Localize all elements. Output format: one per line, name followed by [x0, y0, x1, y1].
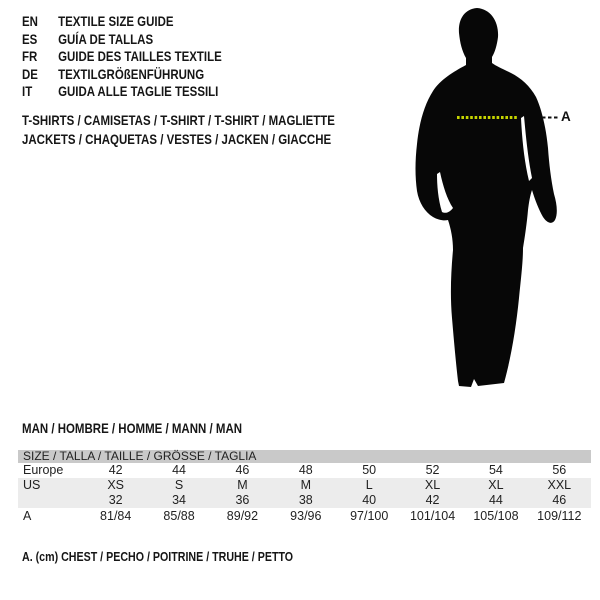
size-cell: 46 — [235, 463, 250, 477]
language-code: IT — [22, 83, 33, 100]
size-cell: 40 — [362, 493, 377, 507]
size-cell: XL — [488, 478, 504, 492]
size-cell: 81/84 — [100, 509, 132, 523]
size-cell: 105/108 — [473, 509, 519, 523]
size-cell: XXL — [547, 478, 572, 492]
language-code: FR — [22, 48, 38, 65]
size-cell: 52 — [425, 463, 440, 477]
language-label: GUIDA ALLE TAGLIE TESSILI — [58, 83, 219, 100]
table-row-us-numbers — [18, 493, 591, 508]
section-title-man: MAN / HOMBRE / HOMME / MANN / MAN — [22, 420, 243, 436]
garment-line-tshirts: T-SHIRTS / CAMISETAS / T-SHIRT / T-SHIRT / MAGLIETTE — [22, 112, 335, 128]
size-cell: M — [237, 478, 248, 492]
size-cell: 38 — [298, 493, 313, 507]
size-table — [18, 450, 591, 524]
language-code: EN — [22, 13, 38, 29]
size-cell: 93/96 — [290, 509, 322, 523]
size-cell: 42 — [425, 493, 440, 507]
size-cell: 54 — [488, 463, 503, 477]
language-label: GUIDE DES TAILLES TEXTILE — [58, 48, 222, 65]
measurement-label-a: A — [561, 109, 571, 124]
size-cell: 109/112 — [537, 509, 582, 523]
size-cell: L — [365, 478, 373, 492]
row-label: US — [23, 478, 41, 492]
table-row-a-chest — [18, 508, 591, 524]
size-cell: 46 — [552, 493, 567, 507]
table-row-us-letters — [18, 478, 591, 493]
size-cell: 44 — [172, 463, 187, 477]
man-silhouette-body — [416, 8, 557, 387]
size-cell: 48 — [298, 463, 313, 477]
garment-line-jackets: JACKETS / CHAQUETAS / VESTES / JACKEN / GIACCHE — [22, 131, 332, 147]
size-cell: M — [300, 478, 312, 492]
size-cell: XL — [424, 478, 441, 492]
language-label: TEXTILE SIZE GUIDE — [58, 13, 174, 29]
size-cell: 89/92 — [226, 509, 259, 523]
row-label: A — [23, 509, 32, 523]
size-cell: XS — [107, 478, 125, 492]
size-cell: 42 — [108, 463, 123, 477]
measurement-footnote: A. (cm) CHEST / PECHO / POITRINE / TRUHE / PETTO — [22, 549, 294, 564]
size-cell: 85/88 — [163, 509, 195, 523]
size-cell: 56 — [552, 463, 567, 477]
size-cell: 36 — [235, 493, 250, 507]
size-cell: 44 — [488, 493, 503, 507]
size-cell: 97/100 — [350, 509, 389, 523]
size-cell: 34 — [172, 493, 187, 507]
size-cell: 50 — [362, 463, 377, 477]
size-cell: 32 — [108, 493, 123, 507]
language-label: GUÍA DE TALLAS — [58, 30, 154, 47]
table-row-europe — [18, 463, 591, 478]
size-cell: 101/104 — [409, 509, 456, 523]
row-label: Europe — [23, 463, 64, 477]
size-table-header: SIZE / TALLA / TAILLE / GRÖSSE / TAGLIA — [18, 450, 591, 463]
language-label: TEXTILGRÖßENFÜHRUNG — [58, 65, 205, 82]
language-code: DE — [22, 65, 38, 82]
language-code: ES — [22, 30, 38, 47]
size-cell: S — [174, 478, 184, 492]
